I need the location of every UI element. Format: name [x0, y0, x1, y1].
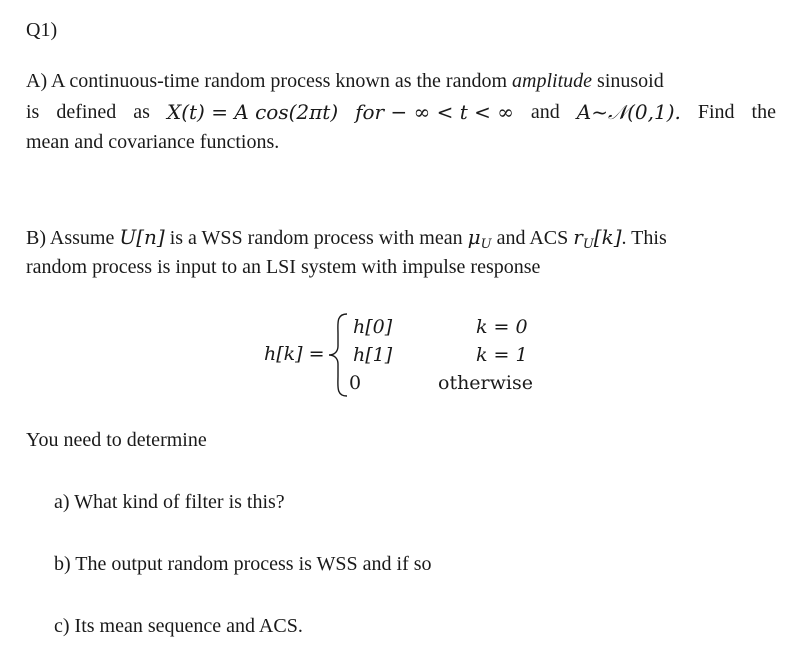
- part-a-word: as: [133, 101, 150, 123]
- task-item: c) Its mean sequence and ACS.: [54, 615, 303, 637]
- part-b-intro: B) Assume: [26, 227, 120, 249]
- part-a-line-2: [26, 100, 776, 124]
- part-a-line-1-end: sinusoid: [592, 70, 664, 92]
- part-a-intro: A) A continuous-time random process known as the random: [26, 70, 513, 92]
- input-process-symbol: U[n]: [119, 225, 165, 249]
- process-definition: X(t) = A cos(2πt): [166, 100, 339, 124]
- question-label: Q1): [26, 19, 58, 41]
- piecewise-lhs: h[k] =: [264, 343, 325, 365]
- case-condition: k = 1: [476, 344, 528, 366]
- part-a-line-1: [26, 69, 664, 93]
- case-value: h[1]: [353, 344, 393, 366]
- part-a-word: Find: [697, 101, 735, 123]
- case-condition: k = 0: [476, 316, 528, 338]
- mean-symbol: μ: [467, 225, 481, 249]
- part-b-line-2: random process is input to an LSI system with impulse response: [26, 256, 541, 278]
- acs-subscript: U: [582, 237, 594, 252]
- acs-argument: [k]: [593, 225, 622, 249]
- part-b-text: is a WSS random process with mean: [164, 227, 468, 249]
- case-condition: otherwise: [438, 372, 533, 394]
- part-a-word: the: [751, 101, 776, 123]
- case-value: h[0]: [353, 316, 393, 338]
- left-brace: [327, 312, 351, 398]
- tasks-intro: You need to determine: [26, 429, 207, 451]
- part-a-word: and: [530, 101, 560, 123]
- time-range: for − ∞ < t < ∞: [355, 100, 514, 124]
- part-a-word: is: [26, 101, 40, 123]
- part-b-text: and ACS: [491, 227, 574, 249]
- acs-symbol: r: [573, 225, 583, 249]
- part-a-word: defined: [56, 101, 117, 123]
- part-b-line-1: [26, 225, 667, 257]
- mean-subscript: U: [480, 237, 492, 252]
- part-b-text: . This: [621, 227, 667, 249]
- task-item: a) What kind of filter is this?: [54, 491, 285, 513]
- part-a-line-3: mean and covariance functions.: [26, 131, 280, 153]
- task-item: b) The output random process is WSS and if so: [54, 553, 432, 575]
- part-a-emphasis: amplitude: [512, 70, 593, 92]
- amplitude-distribution: A~𝒩(0,1).: [576, 100, 681, 124]
- case-value: 0: [349, 372, 362, 394]
